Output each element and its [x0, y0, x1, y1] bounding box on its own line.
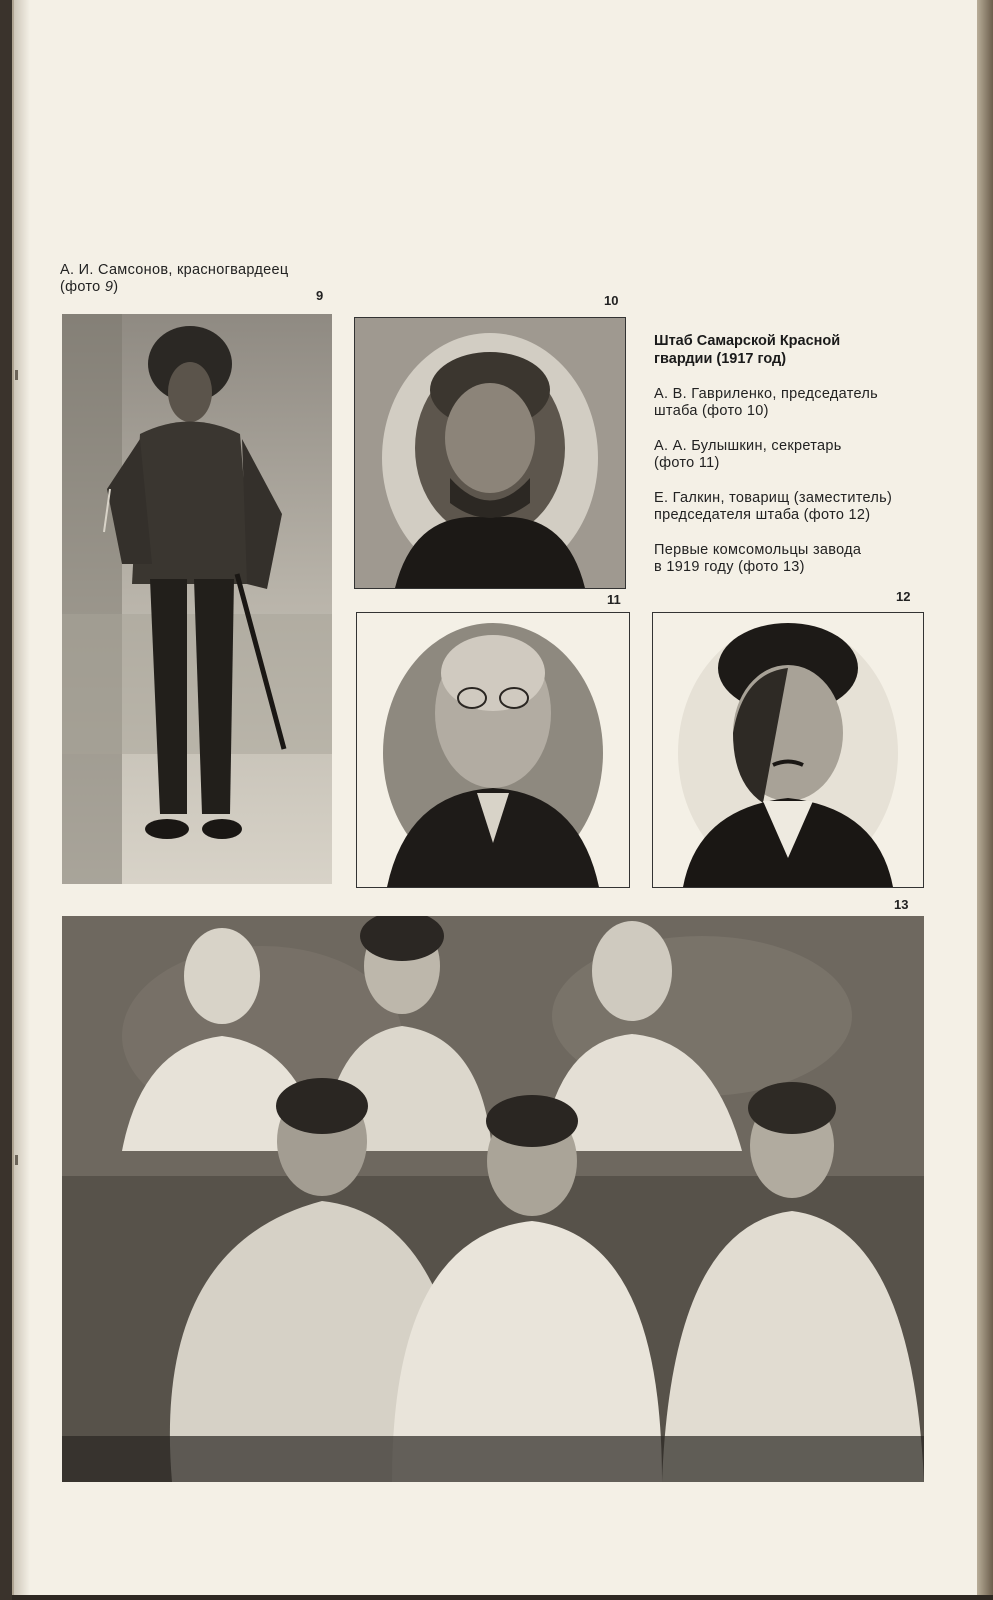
photo-9-caption-line2 [60, 279, 350, 296]
staff-heading [654, 332, 914, 368]
page-edge [977, 0, 993, 1600]
staff-paragraph-1-line2: штаба (фото 10) [654, 403, 769, 419]
staff-paragraph-3-line2: председателя штаба (фото 12) [654, 507, 871, 523]
photo-10-gavrilenko [354, 317, 626, 589]
staff-paragraph-3-line1: Е. Галкин, товарищ (заместитель) [654, 490, 893, 506]
staff-paragraph-4-line2: в 1919 году (фото 13) [654, 559, 805, 575]
staff-paragraph-2 [654, 438, 924, 472]
staff-heading-line1: Штаб Самарской Красной [654, 333, 841, 349]
photo-number-11: 11 [607, 592, 621, 607]
staff-heading-line2: гвардии (1917 год) [654, 351, 787, 367]
photo-9-samsonov [62, 314, 332, 884]
staple-mark [15, 1155, 18, 1165]
caption-text: ) [113, 279, 119, 295]
photo-9-caption [60, 262, 350, 296]
photo-number-12: 12 [896, 589, 911, 604]
photo-number-10: 10 [604, 293, 619, 308]
staff-paragraph-2-line2: (фото 11) [654, 455, 720, 471]
photo-number-9: 9 [316, 288, 324, 303]
caption-photo-number: 9 [104, 279, 114, 295]
caption-text: (фото [60, 279, 105, 295]
staff-paragraph-1 [654, 386, 924, 420]
staff-paragraph-2-line1: А. А. Булышкин, секретарь [654, 438, 842, 454]
bottom-edge [12, 1595, 993, 1600]
staff-paragraph-4-line1: Первые комсомольцы завода [654, 542, 862, 558]
photo-11-bulyshkin [356, 612, 630, 888]
staff-paragraph-4 [654, 542, 924, 576]
photo-number-13: 13 [894, 897, 909, 912]
photo-9-caption-line1: А. И. Самсонов, красногвардеец [60, 262, 289, 278]
staff-paragraph-3 [654, 490, 924, 524]
staff-paragraph-1-line1: А. В. Гавриленко, председатель [654, 386, 878, 402]
photo-12-galkin [652, 612, 924, 888]
binding-shadow [12, 0, 30, 1595]
photo-13-komsomol-group [62, 916, 924, 1482]
staple-mark [15, 370, 18, 380]
